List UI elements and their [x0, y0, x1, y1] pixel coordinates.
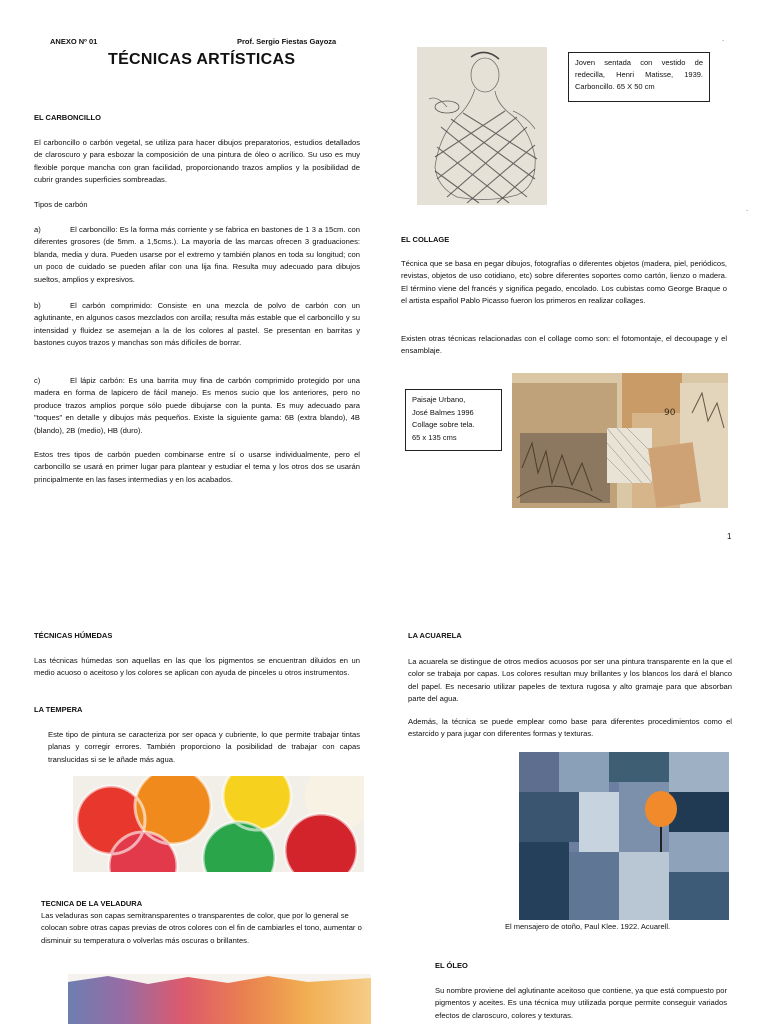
- type-b: [34, 300, 360, 350]
- professor-name: Prof. Sergio Fiestas Gayoza: [237, 37, 337, 46]
- veladura-text: Las veladuras son capas semitransparentes o transparentes de color, que por lo general se colocan sobre otras capas previas de otros colores con el fin de cambiarles el tono, aumentar o disminuir su temperatura o volverlas más oscuras o brillantes.: [41, 911, 362, 945]
- carbon-closing: Estos tres tipos de carbón pueden combinarse entre sí o usarse individualmente, pero el carboncillo se usará en primer lugar para plantear y estudiar el tema y los otros dos se usarán principalmente en las fases intermedias y en los acabados.: [34, 450, 360, 484]
- klee-watercolor-image: [519, 752, 729, 920]
- tempera-heading: LA TEMPERA: [34, 705, 83, 714]
- klee-caption: El mensajero de otoño, Paul Klee. 1922. Acuarell.: [505, 922, 671, 931]
- type-b-text: El carbón comprimido: Consiste en una mezcla de polvo de carbón con un aglutinante, en algunos casos mezclados con arcilla; resulta más estable que el carboncillo y su intensidad y fluidez se asemejan a la de los colores al pastel. Se presentan en barritas y bastones cuyos trazos y manchas son más difíciles de borrar.: [34, 301, 360, 348]
- collage-heading: EL COLLAGE: [401, 235, 450, 244]
- oleo-heading: EL ÓLEO: [435, 961, 468, 970]
- type-c-text: El lápiz carbón: Es una barrita muy fina de carbón comprimido protegido por una madera en forma de lapicero de fácil manejo. Es menos sucio que los anteriores, pero no produce trazos amplios porque sólo puede dibujarse con la punta. Es muy adecuado para "toques" en detalle y dibujos más pequeños. Existe la siguiente gama: 6B (extra blando), 4B (blando), 2B (medio), HB (duro).: [34, 376, 360, 435]
- humedas-heading: TÉCNICAS HÚMEDAS: [34, 631, 113, 640]
- veladura-watercolor-image: [68, 974, 371, 1024]
- acuarela-p2: Además, la técnica se puede emplear como base para diferentes procedimientos como el estarcido y para jugar con diferentes formas y texturas.: [408, 717, 732, 739]
- collage-caption-line: Paisaje Urbano,: [412, 395, 466, 404]
- matisse-caption-box: [568, 52, 710, 102]
- type-a-marker: a): [34, 225, 41, 234]
- collage-caption-line: 65 x 135 cms: [412, 432, 457, 442]
- matisse-drawing-image: [417, 47, 547, 205]
- margin-mark: .: [722, 34, 725, 43]
- page-title: TÉCNICAS ARTÍSTICAS: [108, 51, 296, 68]
- carboncillo-heading: EL CARBONCILLO: [34, 113, 101, 122]
- collage-artwork-image: [512, 373, 728, 508]
- type-b-marker: b): [34, 301, 41, 310]
- collage-caption-line: Collage sobre tela.: [412, 420, 475, 429]
- tempera-paint-jars-image: [73, 776, 364, 872]
- matisse-caption: Joven sentada con vestido de redecilla, Henri Matisse, 1939. Carboncillo. 65 X 50 cm: [575, 58, 703, 91]
- type-a-text: El carboncillo: Es la forma más corriente y se fabrica en bastones de 1 3 a 15cm. con diferentes grosores (de 5mm. a 1,5cms.). La mayoría de las marcas ofrecen 3 graduaciones: blanda, media y dura. Pueden usarse por el extremo y también planos en toda su longitud; con un poco de cuidado se pueden afilar con una lija fina. Resulta muy adecuado para dibujos sueltos, amplios y expresivos.: [34, 225, 360, 284]
- annex-label: ANEXO Nº 01: [50, 37, 98, 46]
- type-a: [34, 224, 360, 286]
- collage-p2: Existen otras técnicas relacionadas con el collage como son: el fotomontaje, el decoupage y el ensamblaje.: [401, 334, 727, 356]
- type-c: [34, 375, 360, 437]
- page-number: 1: [727, 532, 732, 541]
- veladura-heading: TECNICA DE LA VELADURA: [41, 899, 143, 908]
- carboncillo-intro: El carboncillo o carbón vegetal, se utiliza para hacer dibujos preparatorios, estudios detallados de claroscuro y para esbozar la composición de una pintura de óleo o acrílico. Su uso es muy flexible porque mancha con gran facilidad, proporcionando trazos amplios y la posibilidad de cubrir grandes superficies sombreadas.: [34, 138, 360, 185]
- types-heading: Tipos de carbón: [34, 200, 88, 209]
- collage-p1: Técnica que se basa en pegar dibujos, fotografías o diferentes objetos (madera, piel, periódicos, revistas, objetos de uso cotidiano, etc) sobre diferentes soportes como cartón, lienzo o madera. El término viene del francés y significa pegado, encolado. Los cubistas como George Braque o el artista español Pablo Picasso fueron los primeros en realizar collages.: [401, 259, 727, 306]
- acuarela-p1: La acuarela se distingue de otros medios acuosos por ser una pintura transparente en la que el color se trabaja por capas. Los colores resultan muy brillantes y los blancos los dará el blanco del papel. Es necesario utilizar papeles de textura rugosa y alto gramaje para que absorban parte del agua.: [408, 657, 732, 704]
- tempera-text: Este tipo de pintura se caracteriza por ser opaca y cubriente, lo que permite trabajar tintas planas y corregir errores. También proporciono la posibilidad de trabajar con capas translucidas si se le añade más agua.: [48, 730, 360, 764]
- type-c-marker: c): [34, 376, 41, 385]
- svg-text:90: 90: [664, 408, 676, 418]
- collage-caption-line: José Balmes 1996: [412, 407, 474, 417]
- margin-mark: .: [746, 204, 749, 213]
- oleo-text: Su nombre proviene del aglutinante aceitoso que contiene, ya que está compuesto por pigmentos y aceites. Es una técnica muy utilizada porque permite conseguir variados efectos de claroscuro, colores y texturas.: [435, 986, 727, 1020]
- acuarela-heading: LA ACUARELA: [408, 631, 462, 640]
- humedas-text: Las técnicas húmedas son aquellas en las que los pigmentos se encuentran diluidos en un medio acuoso o aceitoso y los colores se aplican con ayuda de pinceles u otros instrumentos.: [34, 656, 360, 678]
- collage-caption-box: [405, 389, 502, 451]
